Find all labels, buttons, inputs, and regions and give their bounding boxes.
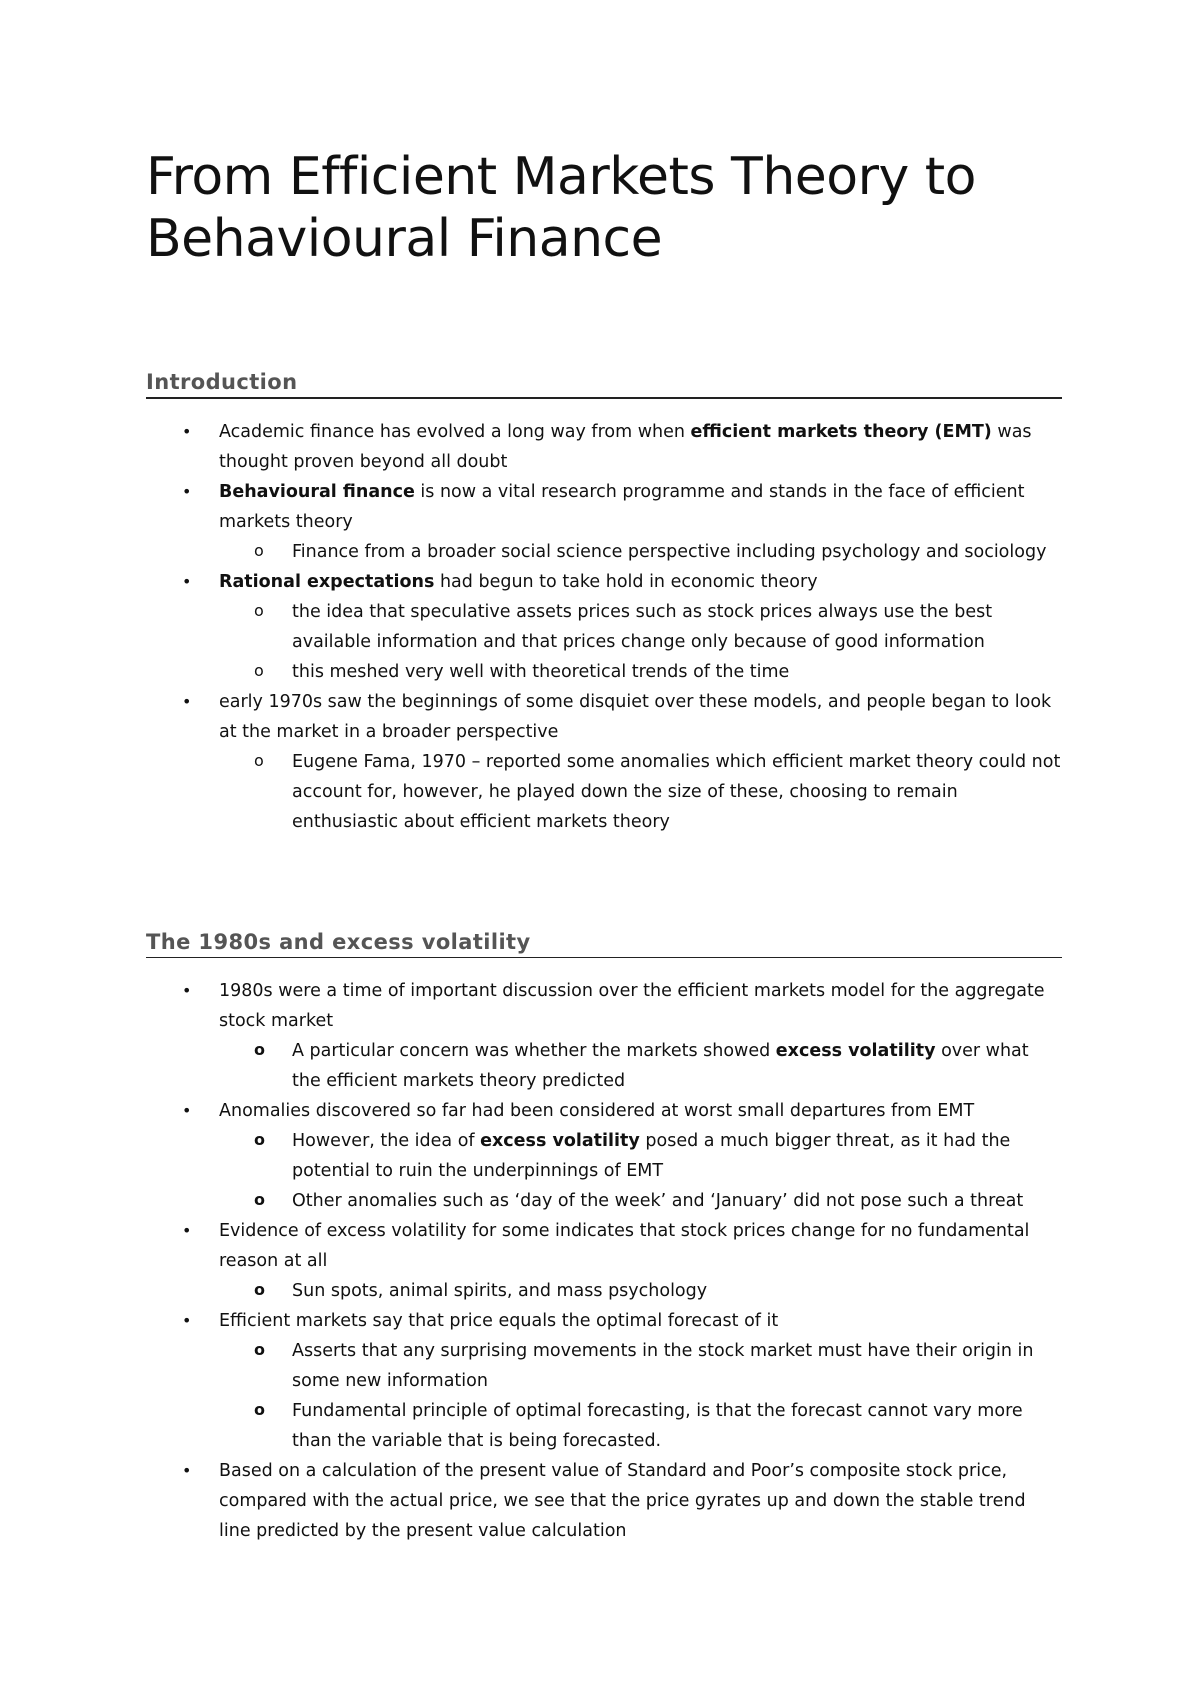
sub-list-item (219, 1036, 1062, 1096)
item-text: Based on a calculation of the present value of Standard and Poor’s composite stock price, compared with the actual price, we see that the price gyrates up and down the stable trend line predicted by the present value calculation (219, 1461, 1026, 1541)
sub-list (219, 1336, 1062, 1456)
item-bold-text: excess volatility (480, 1131, 640, 1151)
list-item (146, 976, 1062, 1096)
item-text: early 1970s saw the beginnings of some disquiet over these models, and people began to look at the market in a broader perspective (219, 692, 1052, 742)
bullet-icon: • (182, 572, 192, 591)
sub-list (219, 747, 1062, 837)
bullet-icon: • (182, 981, 192, 1000)
sub-bullet-icon: o (254, 1400, 265, 1419)
sub-bullet-icon: o (254, 601, 264, 620)
section-introduction (146, 368, 1062, 837)
item-text: was thought proven beyond all doubt (219, 422, 1032, 472)
item-text: is now a vital research programme and stands in the face of efficient markets theory (219, 482, 1025, 532)
item-text: Academic finance has evolved a long way from when (219, 422, 691, 442)
list-item (146, 567, 1062, 687)
section-excess-volatility (146, 928, 1062, 1546)
item-text: Asserts that any surprising movements in the stock market must have their origin in some new information (292, 1341, 1034, 1391)
item-text: this meshed very well with theoretical trends of the time (292, 662, 790, 682)
item-bold-text: excess volatility (775, 1041, 936, 1061)
bullet-list (146, 417, 1062, 837)
sub-list (219, 1276, 1062, 1306)
document-title (146, 146, 1086, 270)
sub-bullet-icon: o (254, 1040, 265, 1059)
sub-list-item (219, 1396, 1062, 1456)
section-heading: Introduction (146, 368, 1062, 399)
item-text: Evidence of excess volatility for some indicates that stock prices change for no fundamental reason at all (219, 1221, 1030, 1271)
sub-bullet-icon: o (254, 1280, 265, 1299)
bullet-icon: • (182, 422, 192, 441)
bullet-icon: • (182, 692, 192, 711)
item-text: had begun to take hold in economic theory (434, 572, 818, 592)
sub-list-item (219, 1336, 1062, 1396)
item-text: the idea that speculative assets prices such as stock prices always use the best available information and that prices change only because of good information (292, 602, 993, 652)
item-text: Fundamental principle of optimal forecasting, is that the forecast cannot vary more than the variable that is being forecasted. (292, 1401, 1023, 1451)
item-bold-text: Rational expectations (219, 572, 435, 592)
sub-list-item (219, 1276, 1062, 1306)
bullet-icon: • (182, 482, 192, 501)
item-text: over what the efficient markets theory predicted (292, 1041, 1029, 1091)
item-text: Efficient markets say that price equals the optimal forecast of it (219, 1311, 779, 1331)
sub-bullet-icon: o (254, 1340, 265, 1359)
item-text: posed a much bigger threat, as it had the potential to ruin the underpinnings of EMT (292, 1131, 1011, 1181)
sub-list-item (219, 1126, 1062, 1186)
item-bold-text: Behavioural finance (219, 482, 415, 502)
item-text: Anomalies discovered so far had been considered at worst small departures from EMT (219, 1101, 975, 1121)
item-text: A particular concern was whether the markets showed (292, 1041, 776, 1061)
sub-bullet-icon: o (254, 1130, 265, 1149)
item-text: 1980s were a time of important discussion over the efficient markets model for the aggregate stock market (219, 981, 1045, 1031)
item-bold-text: efficient markets theory (EMT) (690, 422, 992, 442)
bullet-icon: • (182, 1221, 192, 1240)
sub-list-item (219, 657, 1062, 687)
bullet-list (146, 976, 1062, 1546)
sub-list (219, 597, 1062, 687)
list-item (146, 687, 1062, 837)
bullet-icon: • (182, 1311, 192, 1330)
bullet-icon: • (182, 1101, 192, 1120)
item-text: Sun spots, animal spirits, and mass psychology (292, 1281, 708, 1301)
list-item (146, 417, 1062, 477)
list-item (146, 1456, 1062, 1546)
sub-list (219, 1126, 1062, 1216)
list-item (146, 1216, 1062, 1306)
sub-list-item (219, 537, 1062, 567)
bullet-icon: • (182, 1461, 192, 1480)
sub-bullet-icon: o (254, 1190, 265, 1209)
sub-list (219, 537, 1062, 567)
item-text: Other anomalies such as ‘day of the week’ and ‘January’ did not pose such a threat (292, 1191, 1024, 1211)
list-item (146, 1306, 1062, 1456)
list-item (146, 1096, 1062, 1216)
sub-bullet-icon: o (254, 661, 264, 680)
title-line-1: From Efficient Markets Theory to (146, 147, 976, 207)
sub-list (219, 1036, 1062, 1096)
title-line-2: Behavioural Finance (146, 209, 663, 269)
sub-list-item (219, 597, 1062, 657)
list-item (146, 477, 1062, 567)
sub-bullet-icon: o (254, 541, 264, 560)
sub-list-item (219, 747, 1062, 837)
item-text: However, the idea of (292, 1131, 481, 1151)
sub-bullet-icon: o (254, 751, 264, 770)
section-heading: The 1980s and excess volatility (146, 928, 1062, 958)
item-text: Eugene Fama, 1970 – reported some anomalies which efficient market theory could not account for, however, he played down the size of these, choosing to remain enthusiastic about efficient markets theory (292, 752, 1061, 832)
sub-list-item (219, 1186, 1062, 1216)
item-text: Finance from a broader social science perspective including psychology and sociology (292, 542, 1047, 562)
